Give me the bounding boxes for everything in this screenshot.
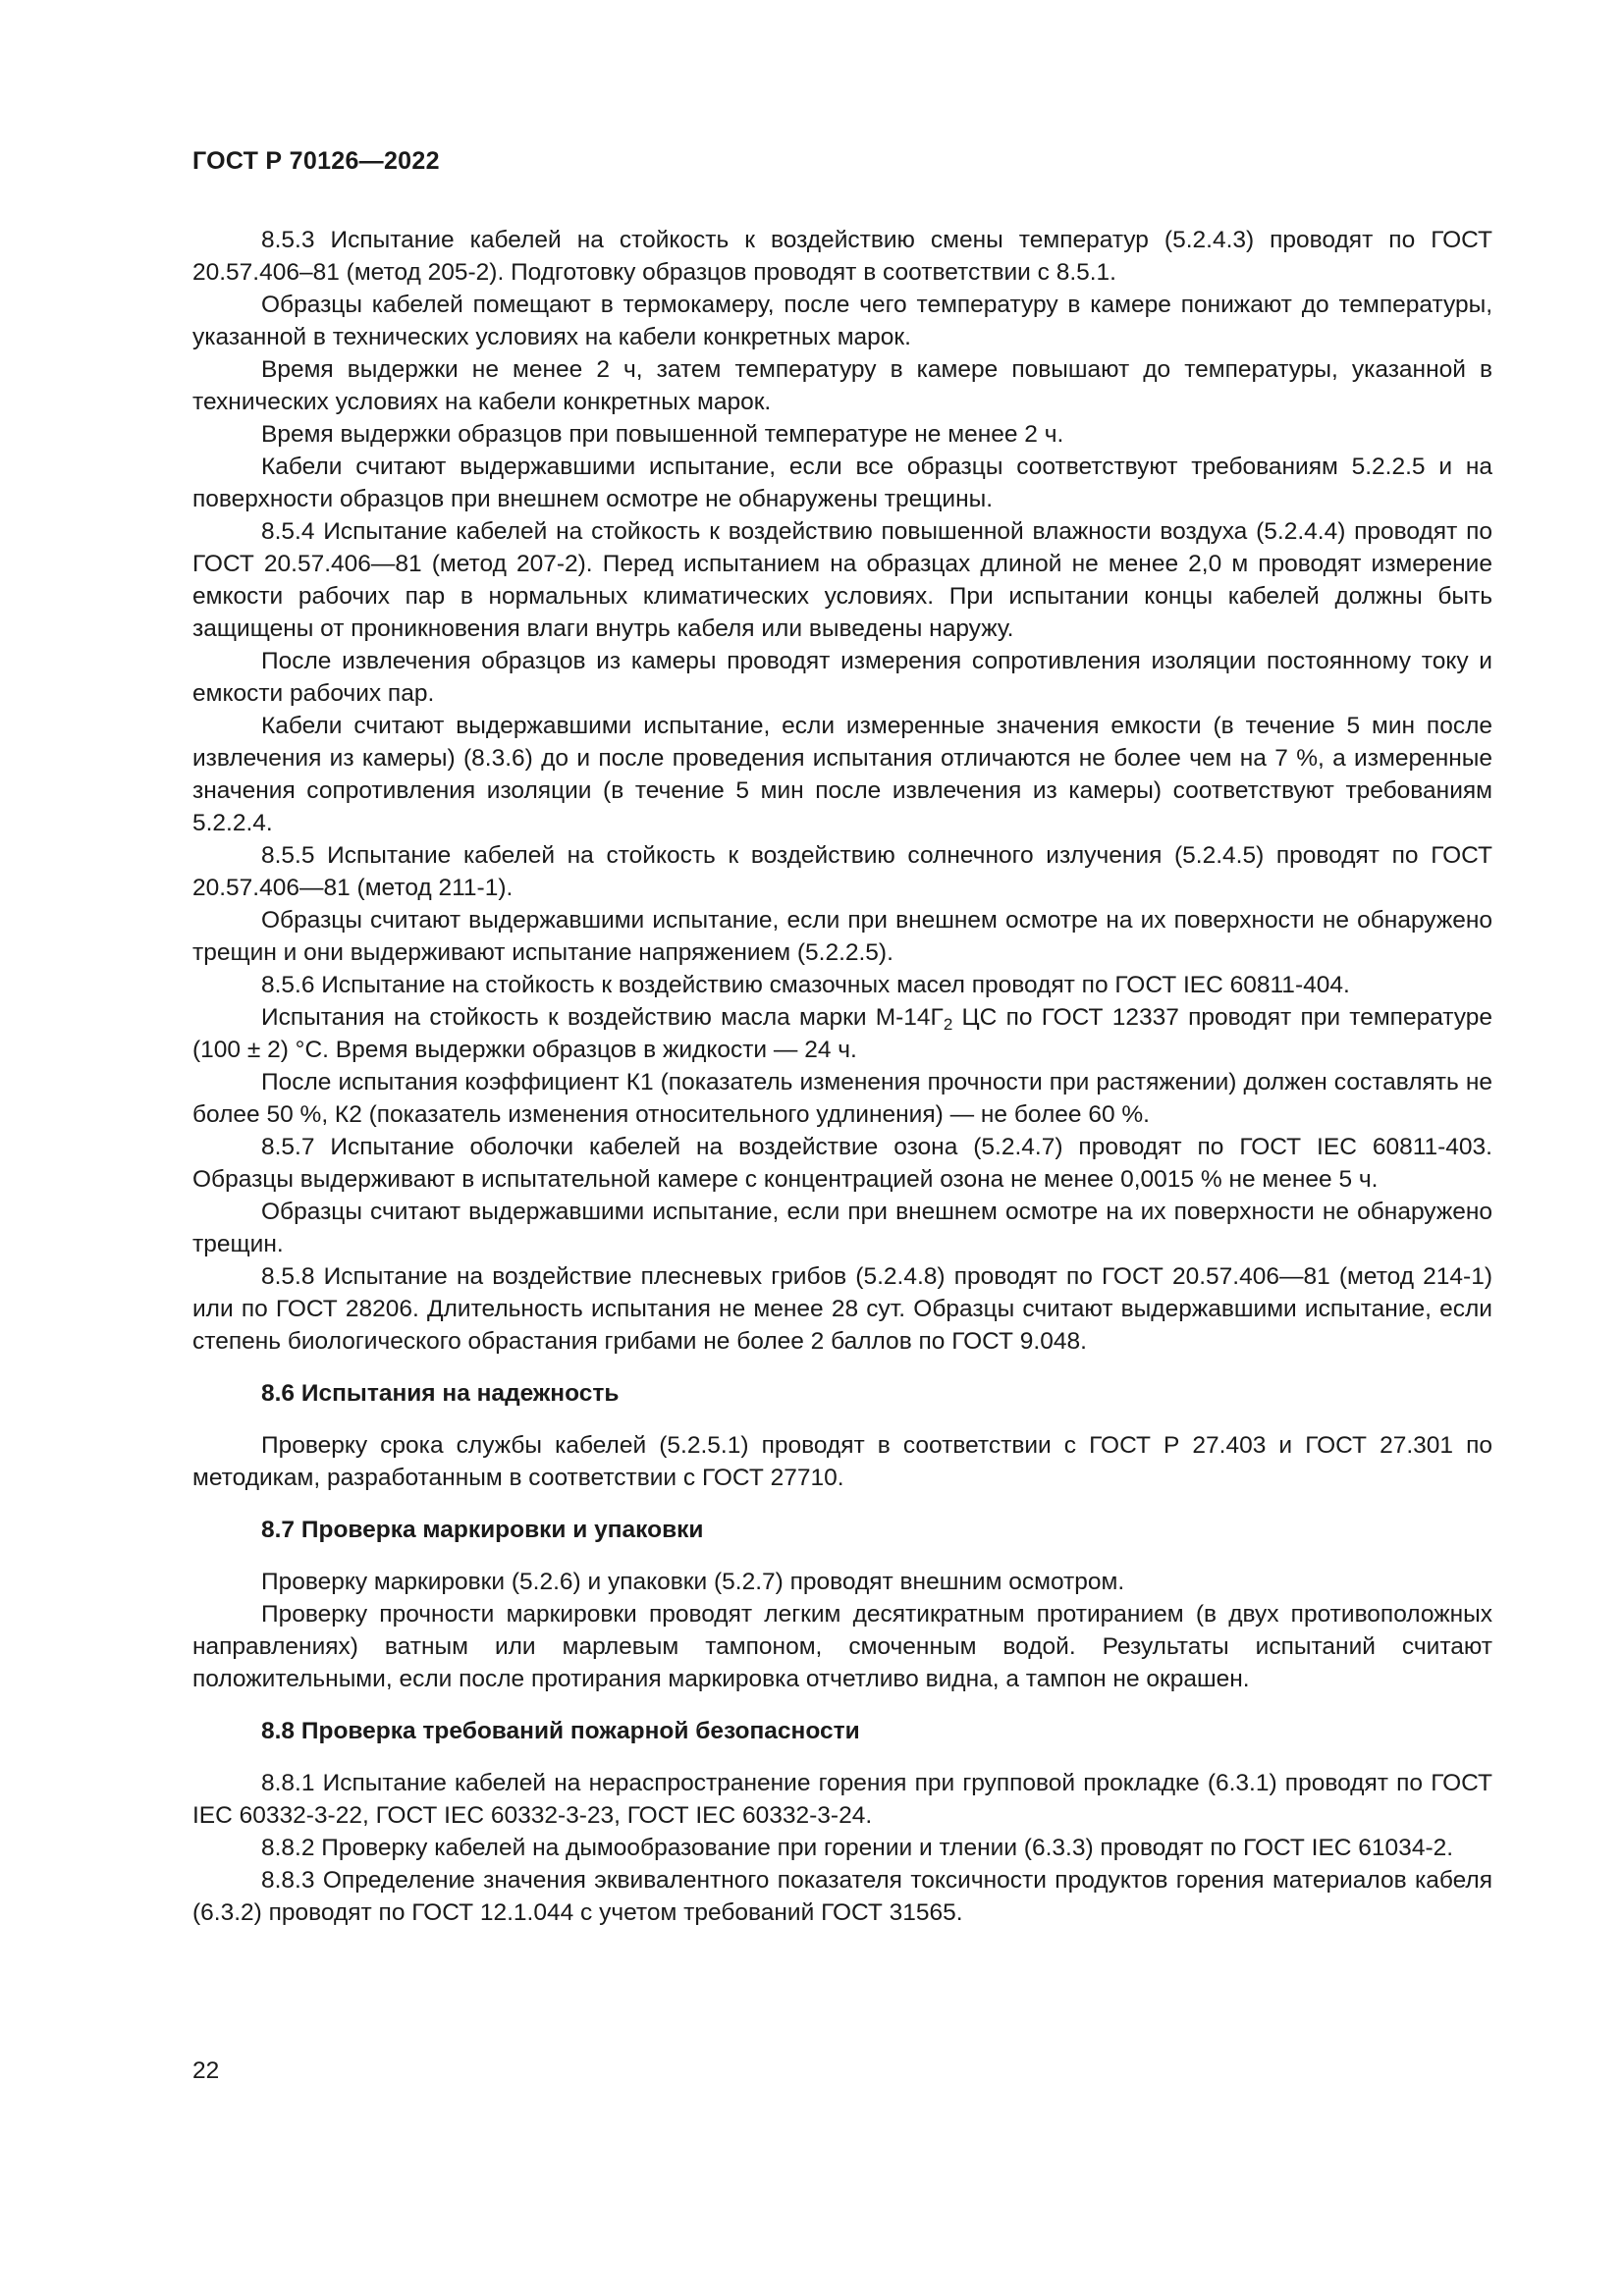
paragraph: Время выдержки не менее 2 ч, затем температуру в камере повышают до температуры, указанной в технических условиях на кабели конкретных марок. [192,356,1492,415]
text-span: Испытания на стойкость к воздействию масла марки М-14Г [261,1004,944,1031]
paragraph: 8.5.4 Испытание кабелей на стойкость к воздействию повышенной влажности воздуха (5.2.4.4) проводят по ГОСТ 20.57.406—81 (метод 207-2). Перед испытанием на образцах длиной не менее 2,0 м проводят измерение емкости рабочих пар в нормальных климатических условиях. При испытании концы кабелей должны быть защищены от проникновения влаги внутрь кабеля или выведены наружу. [192,518,1492,642]
text-span: ЦС по ГОСТ 12337 проводят при температуре (100 ± 2) °С. Время выдержки образцов в жидкости — 24 ч. [192,1004,1493,1063]
section-heading-8-6: 8.6 Испытания на надежность [261,1380,620,1407]
paragraph: 8.5.6 Испытание на стойкость к воздействию смазочных масел проводят по ГОСТ IEC 60811-404. [261,972,1350,998]
paragraph: 8.5.8 Испытание на воздействие плесневых грибов (5.2.4.8) проводят по ГОСТ 20.57.406—81 (метод 214-1) или по ГОСТ 28206. Длительность испытания не менее 28 сут. Образцы считают выдержавшими испытание, если степень биологического обрастания грибами не более 2 баллов по ГОСТ 9.048. [192,1263,1492,1355]
paragraph: Проверку маркировки (5.2.6) и упаковки (5.2.7) проводят внешним осмотром. [261,1569,1125,1595]
paragraph: 8.5.3 Испытание кабелей на стойкость к воздействию смены температур (5.2.4.3) проводят по ГОСТ 20.57.406–81 (метод 205-2). Подготовку образцов проводят в соответствии с 8.5.1. [192,227,1492,286]
paragraph: 8.8.1 Испытание кабелей на нераспространение горения при групповой прокладке (6.3.1) проводят по ГОСТ IEC 60332-3-22, ГОСТ IEC 60332-3-23, ГОСТ IEC 60332-3-24. [192,1770,1492,1829]
paragraph: 8.8.2 Проверку кабелей на дымообразование при горении и тлении (6.3.3) проводят по ГОСТ IEC 61034-2. [261,1835,1454,1861]
paragraph: Образцы считают выдержавшими испытание, если при внешнем осмотре на их поверхности не обнаружено трещин и они выдерживают испытание напряжением (5.2.2.5). [192,907,1492,966]
paragraph: Проверку срока службы кабелей (5.2.5.1) проводят в соответствии с ГОСТ Р 27.403 и ГОСТ 27.301 по методикам, разработанным в соответствии с ГОСТ 27710. [192,1432,1492,1491]
paragraph: Образцы считают выдержавшими испытание, если при внешнем осмотре на их поверхности не обнаружено трещин. [192,1199,1492,1257]
section-heading-8-8: 8.8 Проверка требований пожарной безопасности [261,1718,860,1744]
section-heading-8-7: 8.7 Проверка маркировки и упаковки [261,1517,704,1543]
paragraph: 8.5.5 Испытание кабелей на стойкость к воздействию солнечного излучения (5.2.4.5) проводят по ГОСТ 20.57.406—81 (метод 211-1). [192,842,1492,901]
paragraph: 8.5.7 Испытание оболочки кабелей на воздействие озона (5.2.4.7) проводят по ГОСТ IEC 60811-403. Образцы выдерживают в испытательной камере с концентрацией озона не менее 0,0015 % не менее 5 ч. [192,1134,1492,1193]
paragraph: Время выдержки образцов при повышенной температуре не менее 2 ч. [261,421,1064,448]
document-header: ГОСТ Р 70126—2022 [192,147,440,175]
subscript: 2 [943,1015,953,1034]
paragraph: 8.8.3 Определение значения эквивалентного показателя токсичности продуктов горения материалов кабеля (6.3.2) проводят по ГОСТ 12.1.044 с учетом требований ГОСТ 31565. [192,1867,1492,1926]
paragraph-oil-test [192,1001,1492,1066]
paragraph: Проверку прочности маркировки проводят легким десятикратным протиранием (в двух противоположных направлениях) ватным или марлевым тампоном, смоченным водой. Результаты испытаний считают положительными, если после протирания маркировка отчетливо видна, а тампон не окрашен. [192,1601,1492,1692]
paragraph: После испытания коэффициент К1 (показатель изменения прочности при растяжении) должен составлять не более 50 %, К2 (показатель изменения относительного удлинения) — не более 60 %. [192,1069,1492,1128]
paragraph: Кабели считают выдержавшими испытание, если измеренные значения емкости (в течение 5 мин после извлечения из камеры) (8.3.6) до и после проведения испытания отличаются не более чем на 7 %, а измеренные значения сопротивления изоляции (в течение 5 мин после извлечения из камеры) соответствуют требованиям 5.2.2.4. [192,713,1492,836]
paragraph: После извлечения образцов из камеры проводят измерения сопротивления изоляции постоянному току и емкости рабочих пар. [192,648,1492,707]
document-body [192,224,1492,1929]
paragraph: Образцы кабелей помещают в термокамеру, после чего температуру в камере понижают до температуры, указанной в технических условиях на кабели конкретных марок. [192,292,1492,350]
page-number: 22 [192,2057,220,2084]
paragraph: Кабели считают выдержавшими испытание, если все образцы соответствуют требованиям 5.2.2.5 и на поверхности образцов при внешнем осмотре не обнаружены трещины. [192,454,1492,512]
